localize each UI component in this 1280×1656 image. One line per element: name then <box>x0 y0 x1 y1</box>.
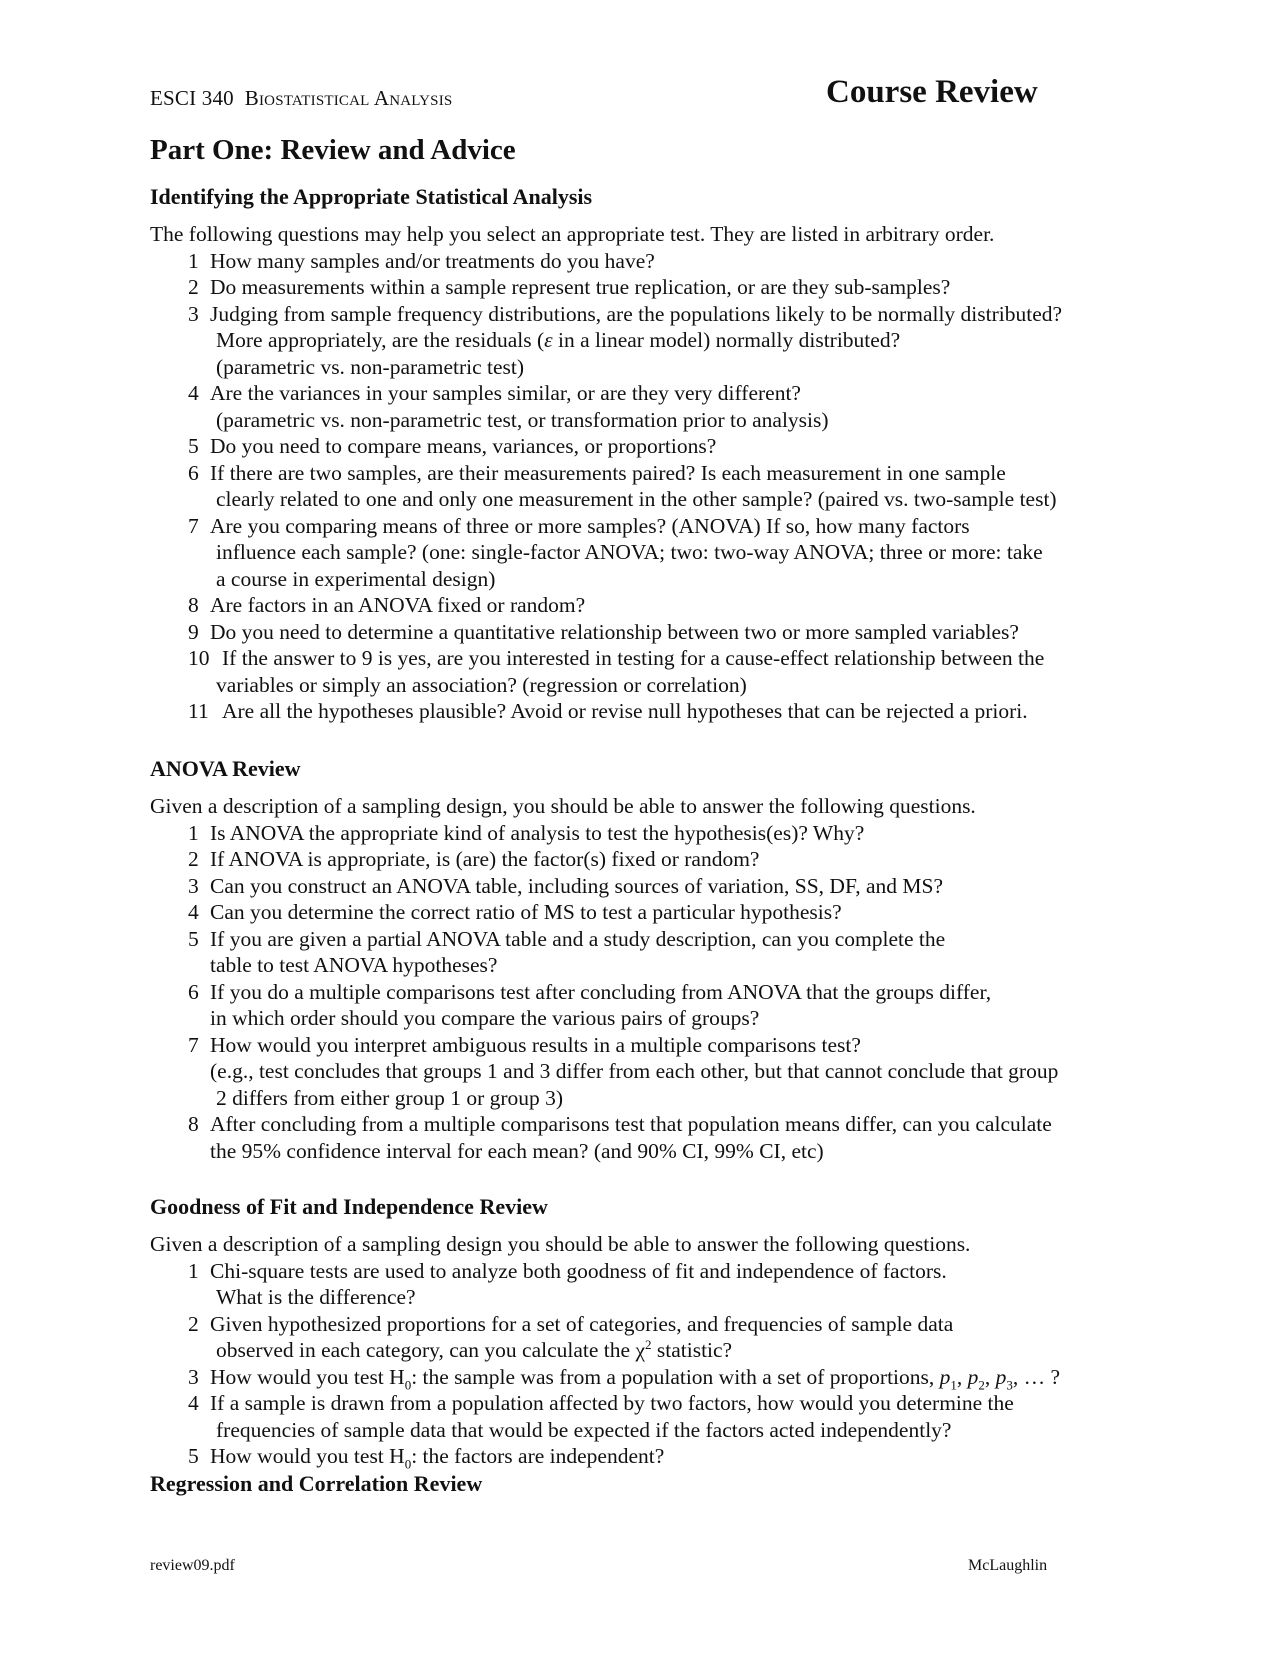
list-item: 8 Are factors in an ANOVA fixed or random? <box>188 593 586 617</box>
list-item: 3 Judging from sample frequency distributions, are the populations likely to be normally distributed? More appropriately, are the residuals (ε in a linear model) normally distributed? (parametric vs. non-parametric test) <box>188 301 1063 379</box>
question-list <box>150 820 1150 1165</box>
list-item: 7 How would you interpret ambiguous results in a multiple comparisons test? (e.g., test concludes that groups 1 and 3 differ from each other, but that cannot conclude that group 2 differs from either group 1 or group 3) <box>188 1032 1059 1110</box>
list-item: 2 Given hypothesized proportions for a set of categories, and frequencies of sample data observed in each category, can you calculate the $\chi^2$ statistic? <box>188 1311 954 1362</box>
footer-author: McLaughlin <box>968 1557 1048 1574</box>
list-item: 11 Are all the hypotheses plausible? Avoid or revise null hypotheses that can be rejected a priori. <box>188 699 1028 723</box>
section-title: ANOVA Review <box>150 756 301 781</box>
list-item: 4 Can you determine the correct ratio of MS to test a particular hypothesis? <box>188 900 842 924</box>
list-item: 1 How many samples and/or treatments do you have? <box>188 248 655 273</box>
list-item: 1 Is ANOVA the appropriate kind of analysis to test the hypothesis(es)? Why? <box>188 820 865 845</box>
list-item: 5 How would you test $H_0$: the factors are independent? <box>188 1444 665 1472</box>
list-item: 9 Do you need to determine a quantitative relationship between two or more sampled variables? <box>188 619 1019 644</box>
section-goodness-of-fit <box>150 1193 1150 1498</box>
list-item: 4 Are the variances in your samples similar, or are they very different? (parametric vs. non-parametric test, or transformation prior to analysis) <box>188 381 829 432</box>
section-intro: Given a description of a sampling design you should be able to answer the following questions. <box>150 1232 971 1256</box>
list-item: 5 Do you need to compare means, variances, or proportions? <box>188 434 717 458</box>
section-title: Goodness of Fit and Independence Review <box>150 1194 548 1219</box>
course-header <box>150 86 452 111</box>
list-item: 4 If a sample is drawn from a population affected by two factors, how would you determine the frequencies of sample data that would be expected if the factors acted independently? <box>188 1391 1014 1442</box>
course-name: Biostatistical Analysis <box>244 86 453 110</box>
epsilon-symbol: ε <box>544 328 553 352</box>
list-item: 8 After concluding from a multiple comparisons test that population means differ, can you calculate the 95% confidence interval for each mean? (and 90% CI, 99% CI, etc) <box>188 1112 1052 1163</box>
section-anova <box>150 755 1150 1164</box>
doc-title: Course Review <box>826 74 1038 110</box>
question-list <box>150 1258 1150 1470</box>
list-item: 3 Can you construct an ANOVA table, including sources of variation, SS, DF, and MS? <box>188 873 943 898</box>
footer-filename: review09.pdf <box>150 1557 235 1574</box>
list-item: 10 If the answer to 9 is yes, are you interested in testing for a cause-effect relationship between the variables or simply an association? (regression or correlation) <box>188 646 1045 697</box>
course-code: ESCI 340 <box>150 86 234 110</box>
list-item: 2 Do measurements within a sample represent true replication, or are they sub-samples? <box>188 275 951 299</box>
section-intro: Given a description of a sampling design, you should be able to answer the following questions. <box>150 794 976 818</box>
list-item: 3 How would you test $H_0$: the sample was from a population with a set of proportions, $p_1$, $p_2$, $p_3$, … ? <box>188 1364 1061 1392</box>
list-item: 6 If there are two samples, are their measurements paired? Is each measurement in one sample clearly related to one and only one measurement in the other sample? (paired vs. two-sample test) <box>188 460 1057 511</box>
question-list <box>150 248 1150 725</box>
list-item: 2 If ANOVA is appropriate, is (are) the factor(s) fixed or random? <box>188 847 760 871</box>
section-identify <box>150 183 1150 725</box>
list-item: 1 Chi-square tests are used to analyze both goodness of fit and independence of factors. What is the difference? <box>188 1258 947 1309</box>
list-item: 5 If you are given a partial ANOVA table and a study description, can you complete the table to test ANOVA hypotheses? <box>188 926 946 977</box>
chi-symbol: χ <box>635 1338 645 1362</box>
part-title: Part One: Review and Advice <box>150 134 516 166</box>
list-item: 7 Are you comparing means of three or more samples? (ANOVA) If so, how many factors influence each sample? (one: single-factor ANOVA; two: two-way ANOVA; three or more: take a course in experimental design) <box>188 513 1043 591</box>
section-intro: The following questions may help you select an appropriate test. They are listed in arbitrary order. <box>150 222 995 246</box>
section-title-regression: Regression and Correlation Review <box>150 1470 483 1496</box>
section-title: Identifying the Appropriate Statistical Analysis <box>150 184 593 209</box>
list-item: 6 If you do a multiple comparisons test after concluding from ANOVA that the groups differ, in which order should you compare the various pairs of groups? <box>188 979 992 1030</box>
